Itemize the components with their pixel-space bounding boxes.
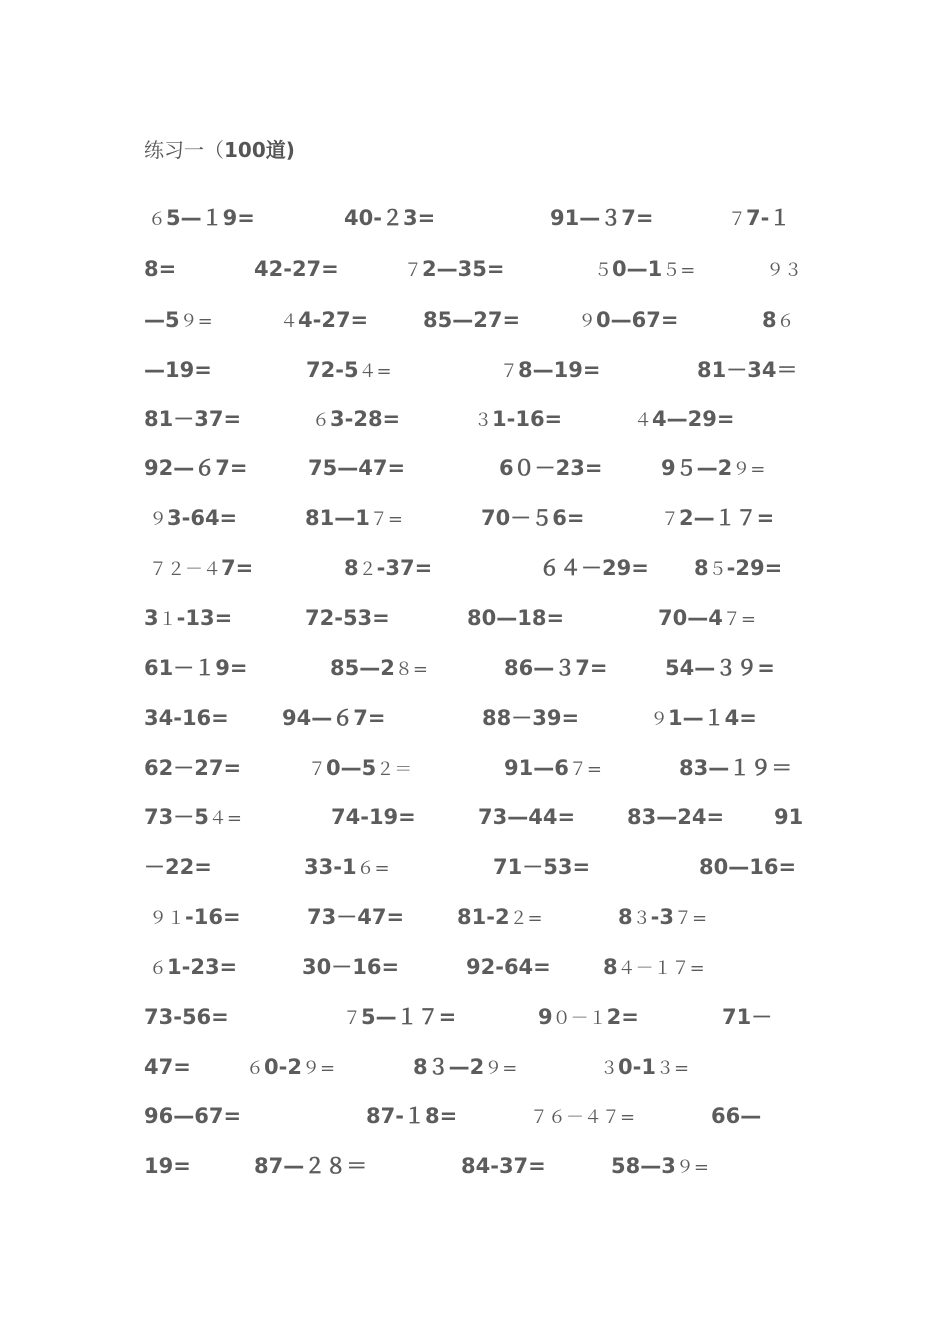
problem-segment: 70—4 (658, 606, 723, 630)
math-problem (461, 1151, 546, 1181)
problem-segment: 4-27= (298, 308, 369, 332)
problem-segment: ３ (474, 410, 492, 431)
problem-segment: 73—44= (478, 805, 576, 829)
math-problem (603, 952, 705, 984)
problem-segment: 9= (222, 206, 255, 230)
problem-segment: 2—35= (422, 257, 505, 281)
problem-line (0, 404, 950, 434)
problem-segment: 0-1 (618, 1055, 656, 1079)
math-problem (144, 852, 212, 882)
problem-segment: 74-19= (331, 805, 416, 829)
problem-line (0, 203, 950, 233)
problem-segment: 4= (724, 706, 757, 730)
problem-segment: 42-27= (254, 257, 339, 281)
problem-line (0, 703, 950, 733)
math-problem (550, 203, 653, 233)
problem-segment: 81—1 (305, 506, 370, 530)
problem-segment: ７= (673, 908, 708, 929)
math-problem (493, 852, 590, 882)
problem-segment: 88－39= (482, 706, 580, 730)
problem-segment: 1-16= (492, 407, 563, 431)
math-problem (307, 902, 404, 932)
problem-segment: ９１ (149, 908, 185, 929)
math-problem (665, 653, 775, 683)
math-problem (711, 1101, 761, 1131)
problem-line (0, 852, 950, 882)
problem-segment: 2= (606, 1005, 639, 1029)
math-problem (722, 1002, 772, 1032)
problem-segment: 7= (221, 556, 254, 580)
problem-segment: 85—2 (330, 656, 395, 680)
problem-segment: ９= (301, 1058, 336, 1079)
math-problem (304, 852, 390, 884)
problem-segment: 0—67= (596, 308, 679, 332)
problem-segment: 8 (413, 1055, 428, 1079)
problem-segment: ６ (246, 1058, 264, 1079)
math-problem (144, 404, 241, 434)
problem-segment: 2—１７= (679, 506, 775, 530)
math-problem (144, 753, 241, 783)
problem-segment: ６ (148, 209, 166, 230)
problem-segment: 8 (344, 556, 359, 580)
math-problem (404, 254, 504, 286)
problem-segment: 9 (538, 1005, 553, 1029)
problem-segment: 8—19= (518, 358, 601, 382)
problem-segment: 19= (144, 1154, 191, 1178)
problem-segment: 0—1 (612, 257, 663, 281)
problem-segment: —5 (144, 308, 180, 332)
math-problem (344, 203, 435, 233)
problem-line (0, 653, 950, 683)
problem-line (0, 952, 950, 982)
math-problem (308, 753, 412, 785)
math-problem (144, 305, 213, 337)
math-problem (661, 503, 774, 535)
problem-segment: ０－23= (513, 456, 603, 480)
math-problem (578, 305, 678, 337)
math-problem (306, 355, 392, 387)
math-problem (457, 902, 543, 934)
math-problem (149, 553, 253, 585)
math-problem (611, 1151, 709, 1183)
problem-segment: —19= (144, 358, 212, 382)
problem-segment: 73-56= (144, 1005, 229, 1029)
problem-segment: ９ (650, 709, 668, 730)
math-problem (413, 1052, 517, 1084)
problem-segment: ７ (728, 209, 746, 230)
problem-segment: 7= (215, 456, 248, 480)
problem-segment: ６４－29= (539, 556, 649, 580)
problem-segment: -16= (185, 905, 241, 929)
problem-segment: 33-1 (304, 855, 357, 879)
math-problem (344, 553, 432, 585)
math-problem (504, 753, 602, 785)
math-problem (499, 453, 602, 483)
problem-segment: 91 (774, 805, 804, 829)
problem-segment: 92-64= (466, 955, 551, 979)
problem-segment: 91—6 (504, 756, 569, 780)
problem-line (0, 603, 950, 633)
problem-segment: -37= (376, 556, 433, 580)
math-problem (149, 952, 237, 984)
math-problem (600, 1052, 689, 1084)
problem-segment: ９ (578, 311, 596, 332)
problem-segment: 87—２８＝ (254, 1154, 368, 1178)
math-problem (282, 703, 385, 733)
problem-segment: 84-37= (461, 1154, 546, 1178)
problem-segment: ９= (675, 1157, 709, 1178)
problem-segment: ３—2 (427, 1055, 485, 1079)
problem-segment: 72-5 (306, 358, 359, 382)
math-problem (539, 553, 649, 583)
math-problem (366, 1101, 457, 1131)
math-problem (679, 753, 792, 783)
problem-segment: 70－５ (481, 506, 553, 530)
math-problem (305, 503, 403, 535)
math-problem (504, 653, 607, 683)
problem-segment: ３ (600, 1058, 618, 1079)
math-problem (481, 503, 584, 533)
problem-line (0, 802, 950, 832)
problem-segment: 3= (402, 206, 436, 230)
problem-segment: ２＝ (376, 759, 413, 780)
math-problem (254, 254, 339, 284)
problem-segment: ７ (404, 260, 422, 281)
problem-segment: 71－ (722, 1005, 773, 1029)
problem-line (0, 753, 950, 783)
problem-segment: 0—5 (326, 756, 377, 780)
math-problem (144, 603, 232, 635)
math-problem (594, 254, 695, 286)
math-problem (728, 203, 790, 235)
problem-segment: 34-16= (144, 706, 229, 730)
problem-segment: ９ (149, 509, 167, 530)
problem-line (0, 305, 950, 335)
math-problem (423, 305, 520, 335)
problem-segment: 58—3 (611, 1154, 676, 1178)
problem-segment: 8= (144, 257, 177, 281)
math-problem (650, 703, 757, 735)
problem-segment: ３= (655, 1058, 690, 1079)
math-problem (699, 852, 796, 882)
problem-segment: －22= (144, 855, 212, 879)
problem-segment: 81－34＝ (697, 358, 798, 382)
problem-line (0, 355, 950, 385)
problem-segment: 80—18= (467, 606, 565, 630)
math-problem (774, 802, 803, 832)
problem-segment: 80—16= (699, 855, 797, 879)
problem-segment: 9= (215, 656, 248, 680)
problem-segment: ４ (634, 410, 652, 431)
problem-segment: 85—27= (423, 308, 521, 332)
problem-segment: ０－１ (552, 1008, 607, 1029)
math-problem (144, 802, 242, 834)
math-problem (144, 1002, 229, 1032)
math-problem (343, 1002, 456, 1034)
problem-segment: １ (158, 609, 177, 630)
problem-segment: 1—１ (668, 706, 725, 730)
problem-segment: 81－37= (144, 407, 242, 431)
problem-segment: 8 (618, 905, 633, 929)
problem-segment: 5—１ (166, 206, 223, 230)
problem-segment: ６ (312, 410, 330, 431)
problem-segment: ４= (358, 361, 392, 382)
problem-segment: 5—１７= (361, 1005, 457, 1029)
problem-segment: 72-53= (305, 606, 390, 630)
problem-segment: 3-64= (167, 506, 238, 530)
math-problem (474, 404, 562, 436)
math-problem (308, 453, 405, 483)
problem-segment: 6= (552, 506, 585, 530)
problem-segment: ２= (509, 908, 543, 929)
math-problem (144, 1052, 191, 1082)
problem-segment: 47= (144, 1055, 191, 1079)
problem-segment: ９= (179, 311, 213, 332)
problem-segment: 86—３ (504, 656, 576, 680)
problem-line (0, 553, 950, 583)
math-problem (254, 1151, 367, 1181)
math-problem (331, 802, 416, 832)
math-problem (302, 952, 399, 982)
problem-segment: 8 (762, 308, 777, 332)
math-problem (149, 503, 237, 535)
math-problem (144, 703, 229, 733)
problem-segment: ５ (708, 559, 727, 580)
problem-segment: 54—３９= (665, 656, 775, 680)
problem-segment: ７= (568, 759, 602, 780)
problem-line (0, 1002, 950, 1032)
problem-segment: 3-28= (330, 407, 401, 431)
problem-segment: 0-2 (264, 1055, 302, 1079)
problem-segment: 7-１ (746, 206, 791, 230)
problem-segment: ４= (208, 808, 242, 829)
problem-line (0, 453, 950, 483)
problem-segment: 7= (621, 206, 654, 230)
title-suffix: 道) (265, 138, 295, 162)
math-problem (627, 802, 724, 832)
problem-segment: 73－5 (144, 805, 209, 829)
problem-segment: 91—３ (550, 206, 622, 230)
math-problem (144, 453, 247, 483)
math-problem (766, 254, 802, 286)
problem-segment: ５= (662, 260, 696, 281)
problem-segment: 4—29= (652, 407, 735, 431)
problem-segment: 6 (499, 456, 514, 480)
math-problem (530, 1101, 635, 1133)
problem-segment: 92—６ (144, 456, 216, 480)
math-problem (500, 355, 600, 387)
math-problem (618, 902, 707, 934)
problem-segment: 7= (353, 706, 386, 730)
problem-segment: ３ (632, 908, 651, 929)
problem-segment: 8= (424, 1104, 458, 1128)
problem-segment: 62－27= (144, 756, 242, 780)
problem-segment: 94—６ (282, 706, 354, 730)
problem-segment: 7= (575, 656, 608, 680)
problem-segment: 8 (694, 556, 709, 580)
problem-segment: 73－47= (307, 905, 405, 929)
problem-segment: ７ (500, 361, 518, 382)
problem-segment: ７ (661, 509, 679, 530)
worksheet-title (144, 134, 295, 163)
title-count: 100 (224, 138, 266, 162)
problem-segment: ８= (394, 659, 428, 680)
math-problem (478, 802, 575, 832)
math-problem (697, 355, 797, 385)
math-problem (658, 603, 756, 635)
problem-segment: 75—47= (308, 456, 406, 480)
problem-segment: ７= (722, 609, 756, 630)
problem-segment: ６ (776, 311, 795, 332)
math-problem (762, 305, 795, 337)
math-problem (246, 1052, 335, 1084)
problem-segment: ５ (594, 260, 612, 281)
math-problem (148, 203, 255, 235)
problem-line (0, 1052, 950, 1082)
problem-segment: 30－16= (302, 955, 400, 979)
problem-segment: ７ (343, 1008, 361, 1029)
problem-segment: ４－１７= (617, 958, 705, 979)
problem-segment: ６ (149, 958, 167, 979)
math-problem (466, 952, 551, 982)
problem-segment: -3 (650, 905, 674, 929)
problem-segment: 3 (144, 606, 159, 630)
problem-segment: ９３ (766, 260, 802, 281)
math-problem (482, 703, 579, 733)
problem-segment: 96—67= (144, 1104, 242, 1128)
problem-line (0, 902, 950, 932)
math-problem (312, 404, 400, 436)
problem-segment: ７６－４７= (530, 1107, 636, 1128)
math-problem (149, 902, 241, 934)
math-problem (330, 653, 428, 685)
problem-segment: ９= (732, 459, 766, 480)
math-problem (144, 1101, 241, 1131)
problem-segment: 81-2 (457, 905, 510, 929)
problem-segment: 83—１９＝ (679, 756, 793, 780)
problem-segment: 40-２ (344, 206, 403, 230)
math-problem (144, 653, 247, 683)
problem-segment: ７= (369, 509, 403, 530)
problem-segment: 8 (603, 955, 618, 979)
problem-segment: ２ (358, 559, 377, 580)
title-prefix: 练习一（ (144, 138, 224, 162)
problem-line (0, 254, 950, 284)
problem-segment: ７ (308, 759, 326, 780)
problem-segment: 83—24= (627, 805, 725, 829)
math-problem (661, 453, 765, 485)
problem-segment: -29= (726, 556, 783, 580)
problem-segment: 61－１ (144, 656, 216, 680)
problem-segment: ６= (356, 858, 390, 879)
problem-segment: ５—2 (675, 456, 733, 480)
math-problem (280, 305, 368, 337)
problem-segment: 66— (711, 1104, 762, 1128)
problem-segment: -13= (176, 606, 233, 630)
math-problem (305, 603, 390, 633)
problem-segment: 9 (661, 456, 676, 480)
problem-segment: 1-23= (167, 955, 238, 979)
math-problem (634, 404, 734, 436)
math-problem (694, 553, 782, 585)
problem-segment: ４ (280, 311, 298, 332)
problem-line (0, 503, 950, 533)
problem-segment: 87-１ (366, 1104, 425, 1128)
math-problem (144, 1151, 191, 1181)
problem-segment: ９= (484, 1058, 518, 1079)
math-problem (144, 254, 176, 284)
problem-line (0, 1151, 950, 1181)
problem-line (0, 1101, 950, 1131)
math-problem (538, 1002, 639, 1034)
problem-segment: ７２－４ (149, 559, 221, 580)
problem-segment: 71－53= (493, 855, 591, 879)
math-problem (144, 355, 212, 385)
math-problem (467, 603, 564, 633)
